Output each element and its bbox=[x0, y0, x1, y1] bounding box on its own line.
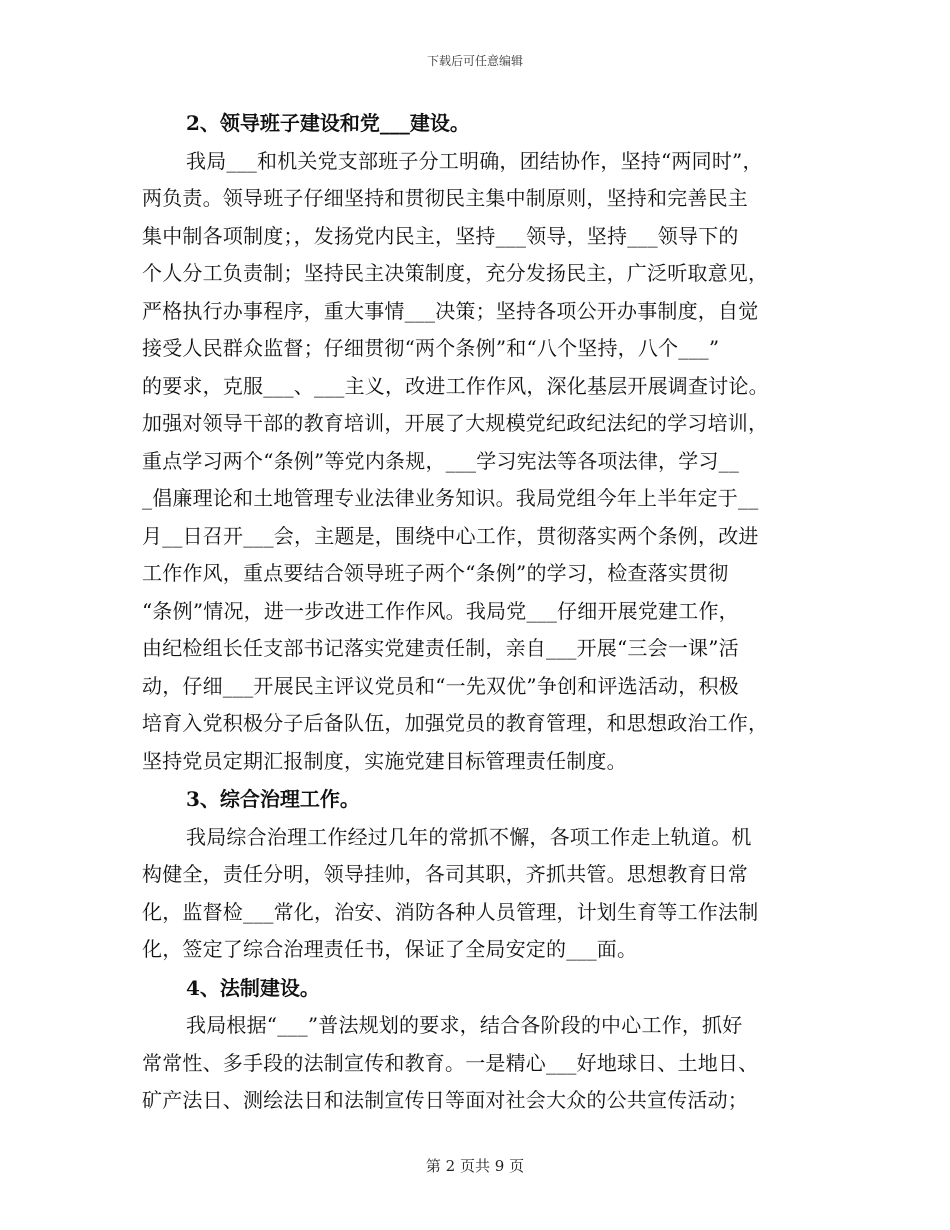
text-line: 我局___和机关党支部班子分工明确，团结协作，坚持“两同时”， bbox=[186, 148, 763, 173]
document-body bbox=[142, 104, 810, 1120]
text-line: 重点学习两个“条例”等党内条规，___学习宪法等各项法律，学习__ bbox=[142, 448, 740, 473]
text-line: 接受人民群众监督；仔细贯彻“两个条例”和“八个坚持，八个___” bbox=[142, 336, 720, 360]
text-line: 两负责。领导班子仔细坚持和贯彻民主集中制原则，坚持和完善民主 bbox=[142, 186, 748, 210]
text-line: 我局综合治理工作经过几年的常抓不懈，各项工作走上轨道。机 bbox=[186, 824, 752, 849]
text-line: 化，签定了综合治理责任书，保证了全局安定的___面。 bbox=[142, 937, 638, 961]
text-line: 个人分工负责制；坚持民主决策制度，充分发扬民主，广泛听取意见， bbox=[142, 261, 769, 285]
text-line: 常常性、多手段的法制宣传和教育。一是精心___好地球日、土地日、 bbox=[142, 1050, 759, 1075]
text-line: 构健全，责任分明，领导挂帅，各司其职，齐抓共管。思想教育日常 bbox=[142, 862, 748, 886]
section-heading: 2、领导班子建设和党___建设。 bbox=[186, 111, 470, 135]
text-line: “条例”情况，进一步改进工作作风。我局党___仔细开展党建工作， bbox=[142, 598, 739, 623]
text-line: 加强对领导干部的教育培训，开展了大规模党纪政纪法纪的学习培训， bbox=[142, 411, 769, 435]
section-paragraph bbox=[142, 1007, 810, 1120]
section-paragraph bbox=[142, 819, 810, 969]
text-line: 的要求，克服___、___主义，改进工作作风，深化基层开展调查讨论。 bbox=[142, 373, 769, 398]
text-line: 由纪检组长任支部书记落实党建责任制，亲自___开展“三会一课”活 bbox=[142, 636, 739, 660]
text-line: 坚持党员定期汇报制度，实施党建目标管理责任制度。 bbox=[142, 748, 627, 773]
text-line: 集中制各项制度；，发扬党内民主，坚持___领导，坚持___领导下的 bbox=[142, 223, 739, 248]
text-line: 矿产法日、测绘法日和法制宣传日等面对社会大众的公共宣传活动； bbox=[142, 1088, 748, 1112]
text-line: 培育入党积极分子后备队伍，加强党员的教育管理，和思想政治工作， bbox=[142, 711, 769, 735]
text-line: 严格执行办事程序，重大事情___决策；坚持各项公开办事制度，自觉 bbox=[142, 298, 759, 323]
section-heading: 4、法制建设。 bbox=[186, 975, 320, 1000]
text-line: _倡廉理论和土地管理专业法律业务知识。我局党组今年上半年定于__ bbox=[142, 486, 759, 510]
section-heading: 3、综合治理工作。 bbox=[186, 787, 360, 811]
text-line: 工作作风，重点要结合领导班子两个“条例”的学习，检查落实贯彻 bbox=[142, 561, 729, 585]
text-line: 化，监督检___常化，治安、消防各种人员管理，计划生育等工作法制 bbox=[142, 899, 759, 924]
page-footer: 第 2 页共 9 页 bbox=[425, 1157, 525, 1175]
text-line: 动，仔细___开展民主评议党员和“一先双优”争创和评选活动，积极 bbox=[142, 673, 739, 698]
page-header: 下载后可任意编辑 bbox=[426, 54, 523, 68]
section-paragraph bbox=[142, 143, 810, 781]
text-line: 我局根据“___”普法规划的要求，结合各阶段的中心工作，抓好 bbox=[186, 1013, 743, 1037]
text-line: 月__日召开___会，主题是，围绕中心工作，贯彻落实两个条例，改进 bbox=[142, 523, 759, 548]
